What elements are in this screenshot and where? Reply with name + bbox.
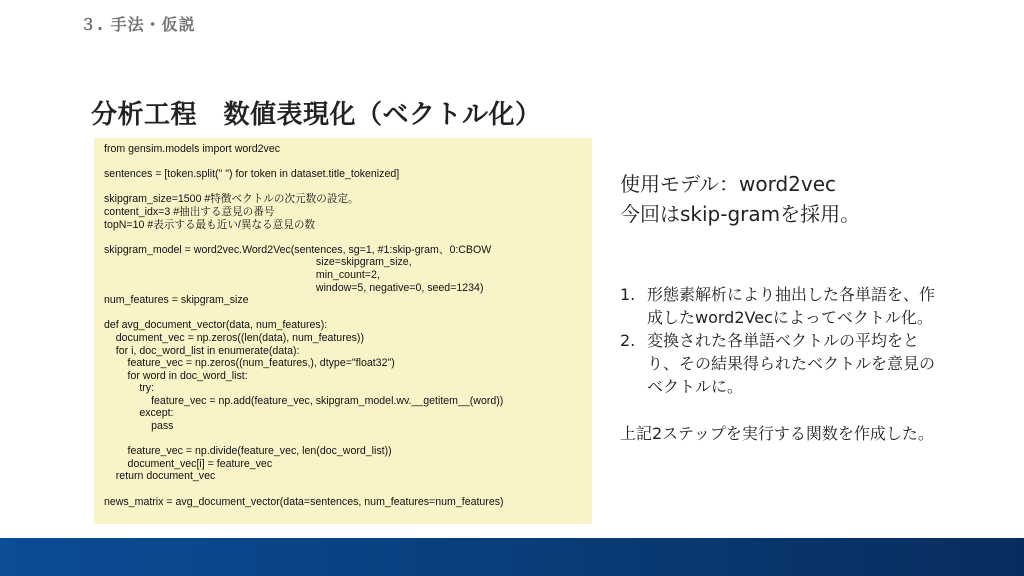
code-block [94, 138, 592, 524]
code-line: except: [104, 407, 174, 420]
code-line: sentences = [token.split(" ") for token in dataset.title_tokenized] [104, 168, 400, 181]
code-line: num_features = skipgram_size [104, 294, 249, 307]
code-line: skipgram_size=1500 #特徴ベクトルの次元数の設定。 [104, 193, 359, 206]
code-line [104, 483, 582, 496]
step-text: 形態素解析により抽出した各単語を、作成したword2Vecによってベクトル化。 [647, 285, 936, 327]
code-line: content_idx=3 #抽出する意見の番号 [104, 205, 275, 218]
code-line: document_vec = np.zeros((len(data), num_features)) [104, 331, 364, 344]
code-line: from gensim.models import word2vec [104, 143, 281, 155]
code-line: size=skipgram_size, [104, 256, 412, 269]
code-line: document_vec[i] = feature_vec [104, 457, 273, 470]
step-number: 2. [620, 331, 636, 350]
code-line: for i, doc_word_list in enumerate(data): [104, 344, 300, 357]
section-header: ３. 手法・仮説 [80, 15, 196, 34]
step-list [620, 283, 940, 398]
step-text: 変換された各単語ベクトルの平均をとり、その結果得られたベクトルを意見のベクトルに。 [647, 331, 936, 396]
code-line [104, 231, 582, 244]
step-number: 1. [620, 285, 636, 304]
code-line: feature_vec = np.zeros((num_features,), dtype="float32") [104, 357, 395, 370]
step-item [620, 283, 940, 329]
slide-title: 分析工程 数値表現化（ベクトル化） [91, 100, 542, 130]
code-line: min_count=2, [104, 268, 380, 281]
code-line: return document_vec [104, 470, 216, 483]
footer-bar [0, 538, 1024, 576]
code-line: def avg_document_vector(data, num_features): [104, 319, 328, 332]
summary-text: 上記2ステップを実行する関数を作成した。 [620, 424, 934, 443]
code-line [104, 156, 582, 169]
code-line [104, 307, 582, 320]
model-description [620, 169, 940, 229]
code-line [104, 433, 582, 446]
code-line: try: [104, 382, 155, 395]
code-line: window=5, negative=0, seed=1234) [104, 281, 484, 294]
code-line: for word in doc_word_list: [104, 369, 248, 382]
model-description-line-1: 使用モデル：word2vec [620, 172, 837, 196]
model-description-line-2: 今回はskip-gramを採用。 [620, 202, 861, 226]
code-line: skipgram_model = word2vec.Word2Vec(sentences, sg=1, #1:skip-gram、0:CBOW [104, 243, 492, 256]
code-line: news_matrix = avg_document_vector(data=sentences, num_features=num_features) [104, 495, 504, 508]
code-line [104, 181, 582, 194]
code-line: topN=10 #表示する最も近い/異なる意見の数 [104, 218, 316, 231]
code-line: feature_vec = np.add(feature_vec, skipgram_model.wv.__getitem__(word)) [104, 394, 504, 407]
code-line: feature_vec = np.divide(feature_vec, len(doc_word_list)) [104, 445, 392, 458]
step-item [620, 329, 940, 398]
code-line: pass [104, 420, 174, 433]
